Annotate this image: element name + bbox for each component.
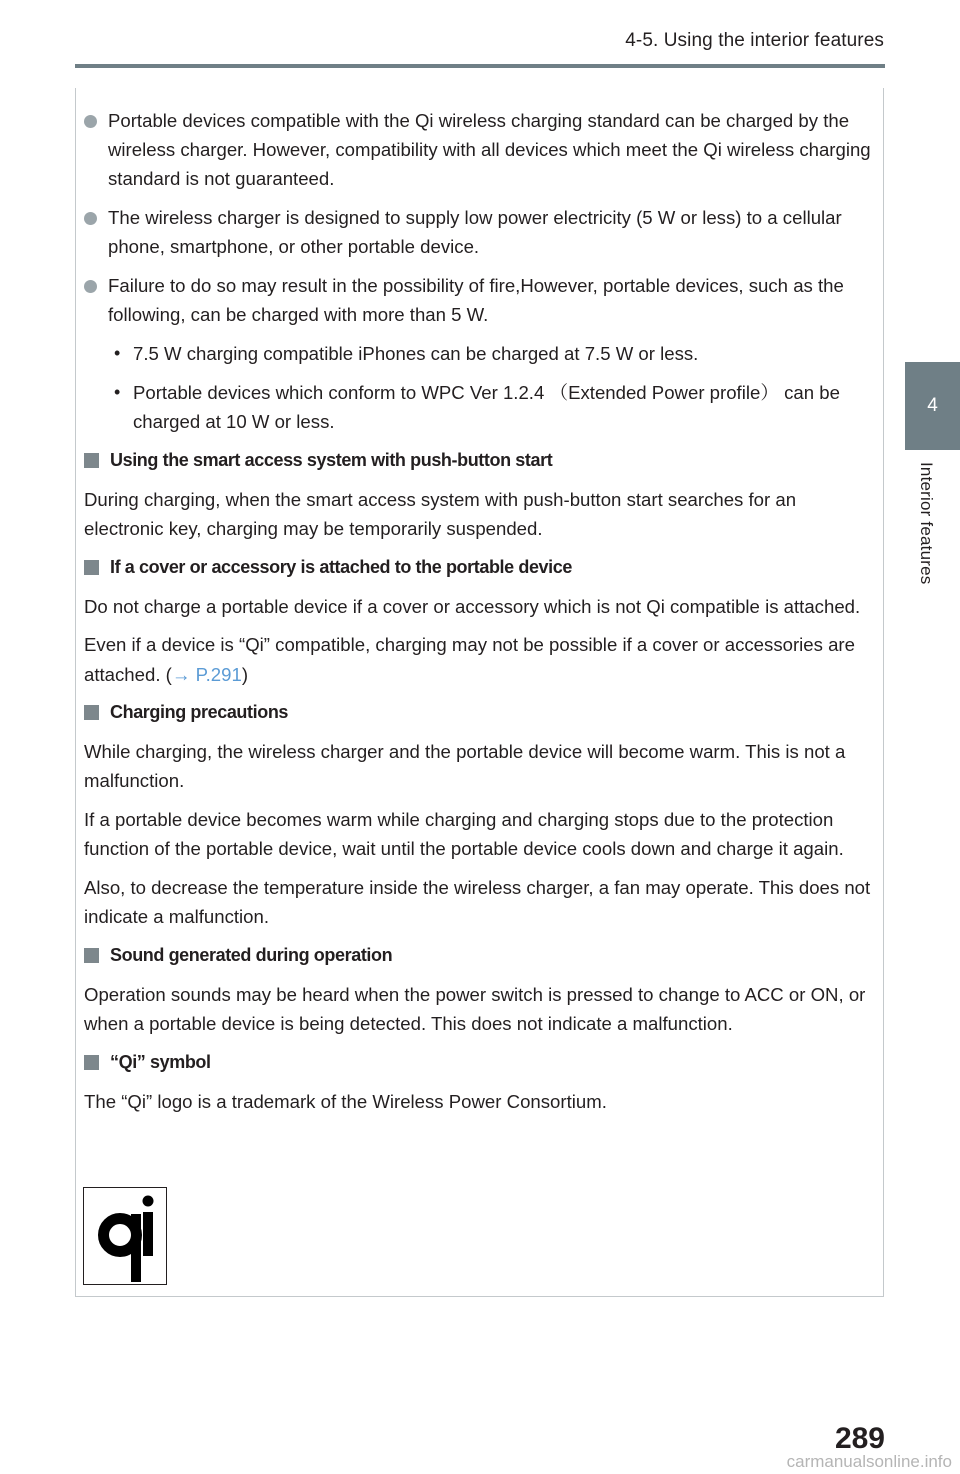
- bullet-item: [84, 106, 876, 194]
- qi-logo-icon: [83, 1187, 167, 1285]
- paragraph: During charging, when the smart access system with push-button start searches for an electronic key, charging may be temporarily suspended.: [84, 488, 797, 539]
- page-reference-link[interactable]: → P.291: [171, 663, 242, 685]
- section-title: 4-5. Using the interior features: [625, 30, 884, 51]
- bullet-text: Portable devices compatible with the Qi wireless charging standard can be charged by the wireless charger. However, compatibility with all devices which meet the Qi wireless charging standard is not guaranteed.: [108, 110, 871, 190]
- body-text: [84, 106, 876, 1126]
- heading-square-icon: [84, 560, 99, 575]
- bullet-dot-icon: [84, 212, 97, 225]
- chapter-number: 4: [927, 395, 938, 416]
- chapter-tab[interactable]: [905, 362, 960, 450]
- bullet-dot-icon: [84, 280, 97, 293]
- bullet-dot-icon: [84, 115, 97, 128]
- heading-square-icon: [84, 705, 99, 720]
- paragraph: Even if a device is “Qi” compatible, charging may not be possible if a cover or accessories are attached. (→ P.291): [84, 634, 855, 685]
- sub-bullet-icon: •: [114, 343, 121, 364]
- bullet-item: [84, 271, 876, 329]
- paragraph: Do not charge a portable device if a cover or accessory which is not Qi compatible is attached.: [84, 595, 861, 617]
- bullet-item: [84, 203, 876, 261]
- sub-bullet-item: [84, 339, 876, 368]
- bullet-text: The wireless charger is designed to supply low power electricity (5 W or less) to a cellular phone, smartphone, or other portable device.: [108, 207, 842, 258]
- watermark: carmanualsonline.info: [786, 1452, 952, 1471]
- sub-bullet-item: [84, 378, 876, 436]
- chapter-label: Interior features: [917, 462, 936, 585]
- sub-bullet-icon: •: [114, 382, 121, 402]
- paragraph: The “Qi” logo is a trademark of the Wireless Power Consortium.: [84, 1090, 607, 1112]
- section-heading: Charging precautions: [84, 698, 876, 727]
- heading-square-icon: [84, 453, 99, 468]
- section-heading: Sound generated during operation: [84, 941, 876, 970]
- bullet-text: Failure to do so may result in the possibility of fire,However, portable devices, such as the following, can be charged with more than 5 W.: [108, 275, 844, 326]
- section-heading: “Qi” symbol: [84, 1048, 876, 1077]
- sub-bullet-text: Portable devices which conform to WPC Ver 1.2.4 （Extended Power profile） can be charged at 10 W or less.: [133, 382, 840, 433]
- paragraph: If a portable device becomes warm while charging and charging stops due to the protection function of the portable device, wait until the portable device cools down and charge it again.: [84, 809, 844, 860]
- paragraph: Also, to decrease the temperature inside the wireless charger, a fan may operate. This does not indicate a malfunction.: [84, 877, 871, 928]
- paragraph: Operation sounds may be heard when the power switch is pressed to change to ACC or ON, or when a portable device is being detected. This does not indicate a malfunction.: [84, 983, 866, 1035]
- sub-bullet-text: 7.5 W charging compatible iPhones can be charged at 7.5 W or less.: [133, 343, 699, 365]
- heading-square-icon: [84, 948, 99, 963]
- section-heading: If a cover or accessory is attached to the portable device: [84, 553, 876, 582]
- header-rule: [75, 64, 885, 68]
- heading-square-icon: [84, 1055, 99, 1070]
- page-number: 289: [834, 1422, 885, 1455]
- section-heading: Using the smart access system with push-button start: [84, 446, 876, 475]
- paragraph: While charging, the wireless charger and the portable device will become warm. This is not a malfunction.: [84, 741, 846, 792]
